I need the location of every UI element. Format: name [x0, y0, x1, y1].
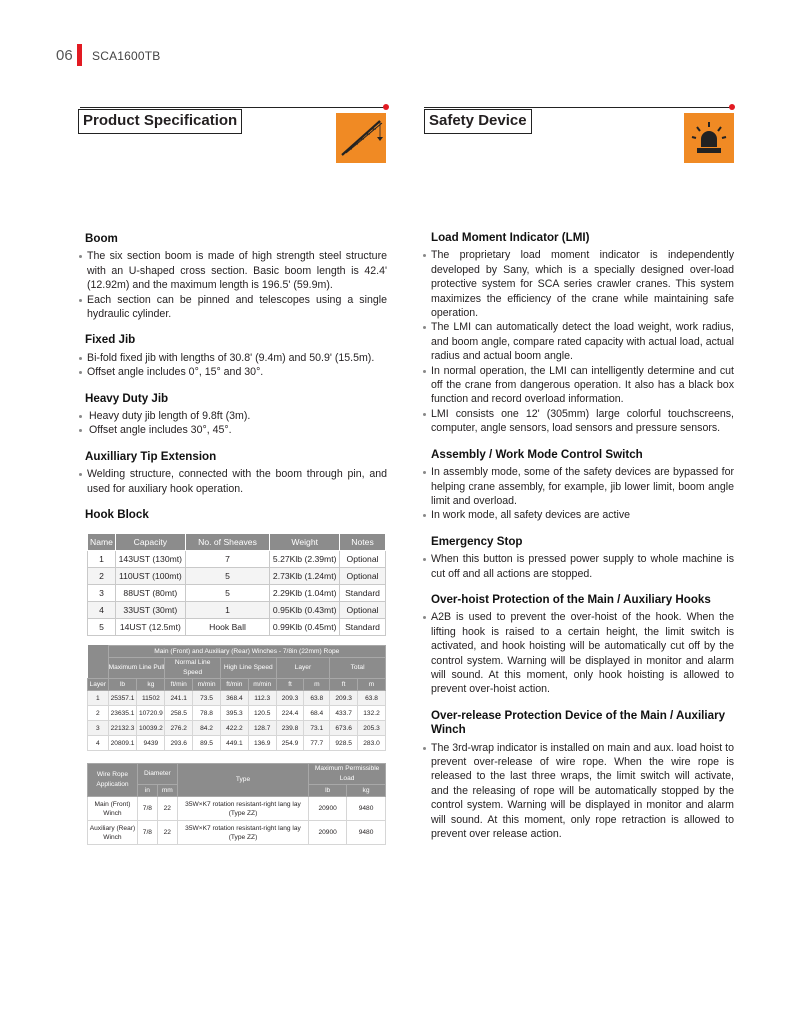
header-accent-bar: [77, 44, 82, 66]
table-cell: 433.7: [330, 706, 358, 721]
table-cell: 88UST (80mt): [115, 585, 185, 602]
table-cell: 63.8: [304, 691, 330, 706]
column-header: Normal Line Speed: [165, 658, 221, 679]
table-cell: 205.3: [358, 721, 386, 736]
table-cell: Auxiliary (Rear) Winch: [88, 821, 138, 845]
table-cell: 673.6: [330, 721, 358, 736]
table-cell: 22: [157, 821, 177, 845]
column-header: Name: [88, 534, 116, 551]
heavy-duty-jib-heading: Heavy Duty Jib: [85, 391, 169, 405]
table-row: [88, 797, 386, 821]
table-cell: Main (Front) Winch: [88, 797, 138, 821]
table-cell: 9480: [347, 821, 386, 845]
aux-tip-bullet: Welding structure, connected with the boom through pin, and used for auxiliary hook operation.: [77, 467, 387, 496]
unit-header: kg: [347, 785, 386, 797]
heavy-duty-jib-bullet: Heavy duty jib length of 9.8ft (3m).: [77, 409, 387, 423]
table-cell: 9480: [347, 797, 386, 821]
table-cell: 20900: [309, 797, 347, 821]
table-cell: 120.5: [248, 706, 276, 721]
table-cell: 132.2: [358, 706, 386, 721]
unit-header: lb: [309, 785, 347, 797]
table-cell: 2.29Klb (1.04mt): [270, 585, 340, 602]
table-row: [88, 619, 386, 636]
table-cell: 35W×K7 rotation resistant-right lang lay (Type ZZ): [177, 821, 308, 845]
table-cell: 7/8: [137, 797, 157, 821]
table-row: [88, 568, 386, 585]
emergency-stop-heading: Emergency Stop: [431, 534, 523, 548]
table-cell: 395.3: [220, 706, 248, 721]
column-header: Layer: [276, 658, 330, 679]
table-cell: 63.8: [358, 691, 386, 706]
left-section-title: Product Specification: [78, 109, 242, 134]
lmi-bullet: The proprietary load moment indicator is independently developed by Sany, which is a specially designed over-load protective system for SCA series crawler cranes. This system maximizes the efficiency of the crane while maintaining safe operation.: [421, 248, 734, 320]
table-cell: 89.5: [193, 736, 221, 751]
table-cell: Optional: [340, 602, 386, 619]
winch-table: [87, 645, 386, 751]
table-cell: 20900: [309, 821, 347, 845]
lmi-bullet: LMI consists one 12' (305mm) large colorful touchscreens, computer, angle sensors, load sensors and pressure sensors.: [421, 407, 734, 436]
table-cell: 136.9: [248, 736, 276, 751]
table-cell: 2: [88, 706, 109, 721]
boom-bullet: Each section can be pinned and telescopes using a single hydraulic cylinder.: [77, 293, 387, 322]
table-cell: 1: [88, 691, 109, 706]
table-cell: 10720.9: [137, 706, 165, 721]
table-cell: 7/8: [137, 821, 157, 845]
unit-header: m: [304, 679, 330, 691]
hook-block-table: [87, 533, 386, 636]
table-cell: 33UST (30mt): [115, 602, 185, 619]
table-row: [88, 821, 386, 845]
table-cell: 0.95Klb (0.43mt): [270, 602, 340, 619]
table-cell: 4: [88, 736, 109, 751]
assembly-mode-bullet: In assembly mode, some of the safety devices are bypassed for helping crane assembly, for example, jib lower limit, boom angle limit and overload.: [421, 465, 734, 508]
table-cell: 2.73Klb (1.24mt): [270, 568, 340, 585]
page-number: 06: [56, 47, 73, 64]
unit-header: m/min: [248, 679, 276, 691]
table-cell: Optional: [340, 551, 386, 568]
table-cell: 112.3: [248, 691, 276, 706]
lmi-bullet: The LMI can automatically detect the load weight, work radius, and boom angle, compare rated capacity with actual load, actual radius and actual boom angle.: [421, 320, 734, 363]
assembly-mode-heading: Assembly / Work Mode Control Switch: [431, 447, 643, 461]
table-cell: 3: [88, 585, 116, 602]
table-cell: 73.5: [193, 691, 221, 706]
winch-table-title: Main (Front) and Auxiliary (Rear) Winches - 7/8in (22mm) Rope: [108, 646, 385, 658]
over-hoist-bullet: A2B is used to prevent the over-hoist of the hook. When the lifting hook is raised to a certain height, the limit switch is activated, and hook hoisting will be automatically cut off by the control system. Warning will be displayed in monitor and alarm will sound. At this moment, only hook hoisting is allowed to prevent over-hoist action.: [421, 610, 734, 696]
table-row: [88, 602, 386, 619]
hook-block-heading: Hook Block: [85, 508, 149, 522]
column-header: Wire Rope Application: [88, 764, 138, 797]
table-cell: 5: [185, 568, 270, 585]
table-cell: Hook Ball: [185, 619, 270, 636]
table-cell: 254.9: [276, 736, 304, 751]
emergency-stop-bullet: When this button is pressed power supply to whole machine is cut off and all actions are stopped.: [421, 552, 734, 581]
table-cell: 1: [88, 551, 116, 568]
left-column: [77, 232, 387, 526]
table-cell: 7: [185, 551, 270, 568]
column-header: Type: [177, 764, 308, 797]
aux-tip-heading: Auxilliary Tip Extension: [85, 449, 217, 463]
table-cell: 1: [185, 602, 270, 619]
table-cell: 293.6: [165, 736, 193, 751]
crane-boom-icon: [336, 113, 386, 163]
table-cell: 143UST (130mt): [115, 551, 185, 568]
table-cell: 23635.1: [108, 706, 137, 721]
table-cell: 25357.1: [108, 691, 137, 706]
table-cell: 110UST (100mt): [115, 568, 185, 585]
table-header-row: [88, 534, 386, 551]
unit-header: ft/min: [220, 679, 248, 691]
table-row: [88, 706, 386, 721]
table-cell: 449.1: [220, 736, 248, 751]
right-column: [421, 231, 734, 841]
table-cell: 422.2: [220, 721, 248, 736]
column-header: Weight: [270, 534, 340, 551]
table-cell: 2: [88, 568, 116, 585]
table-row: [88, 736, 386, 751]
column-header: Notes: [340, 534, 386, 551]
assembly-mode-bullet: In work mode, all safety devices are active: [421, 508, 734, 522]
table-cell: 35W×K7 rotation resistant-right lang lay (Type ZZ): [177, 797, 308, 821]
table-cell: Standard: [340, 619, 386, 636]
table-cell: 241.1: [165, 691, 193, 706]
column-header: Maximum Line Pull: [108, 658, 165, 679]
table-cell: 5: [88, 619, 116, 636]
table-cell: 3: [88, 721, 109, 736]
table-cell: 77.7: [304, 736, 330, 751]
column-header: No. of Sheaves: [185, 534, 270, 551]
table-cell: 128.7: [248, 721, 276, 736]
rule-dot: [729, 104, 735, 110]
table-cell: 5.27Klb (2.39mt): [270, 551, 340, 568]
table-cell: 368.4: [220, 691, 248, 706]
unit-header: in: [137, 785, 157, 797]
model-name: SCA1600TB: [92, 49, 161, 63]
table-row: [88, 691, 386, 706]
table-cell: 14UST (12.5mt): [115, 619, 185, 636]
lmi-heading: Load Moment Indicator (LMI): [431, 231, 590, 244]
table-cell: 209.3: [276, 691, 304, 706]
unit-header: m/min: [193, 679, 221, 691]
table-cell: 84.2: [193, 721, 221, 736]
fixed-jib-heading: Fixed Jib: [85, 333, 136, 347]
unit-header: lb: [108, 679, 137, 691]
lmi-bullet: In normal operation, the LMI can intelligently determine and cut off the crane from dangerous operation. It also has a black box function and record overload information.: [421, 364, 734, 407]
table-cell: Optional: [340, 568, 386, 585]
table-cell: 73.1: [304, 721, 330, 736]
table-cell: Standard: [340, 585, 386, 602]
boom-bullet: The six section boom is made of high strength steel structure with an U-shaped cross section. Basic boom length is 42.4' (12.92m) and the maximum length is 196.5' (59.9m).: [77, 249, 387, 292]
over-hoist-heading: Over-hoist Protection of the Main / Auxiliary Hooks: [431, 592, 711, 606]
table-cell: 22: [157, 797, 177, 821]
table-cell: 209.3: [330, 691, 358, 706]
column-header: Maximum Permissible Load: [309, 764, 386, 785]
table-cell: 258.5: [165, 706, 193, 721]
table-cell: 10039.2: [137, 721, 165, 736]
column-header: Diameter: [137, 764, 177, 785]
table-cell: 4: [88, 602, 116, 619]
table-cell: 20809.1: [108, 736, 137, 751]
boom-heading: Boom: [85, 232, 118, 245]
beacon-light-icon: [684, 113, 734, 163]
wire-rope-table: [87, 763, 386, 845]
over-release-heading: Over-release Protection Device of the Main / Auxiliary Winch: [431, 708, 726, 737]
fixed-jib-bullet: Bi-fold fixed jib with lengths of 30.8' (9.4m) and 50.9' (15.5m).: [77, 351, 387, 365]
column-header: High Line Speed: [220, 658, 276, 679]
fixed-jib-bullet: Offset angle includes 0°, 15° and 30°.: [77, 365, 387, 379]
right-section-title: Safety Device: [424, 109, 532, 134]
table-cell: 0.99Klb (0.45mt): [270, 619, 340, 636]
table-cell: 928.5: [330, 736, 358, 751]
heavy-duty-jib-bullet: Offset angle includes 30°, 45°.: [77, 423, 387, 437]
unit-header: ft: [330, 679, 358, 691]
table-cell: 283.0: [358, 736, 386, 751]
table-cell: 224.4: [276, 706, 304, 721]
rule-dot: [383, 104, 389, 110]
column-header: Layer: [88, 679, 109, 691]
table-cell: 68.4: [304, 706, 330, 721]
table-row: [88, 551, 386, 568]
column-header: Total: [330, 658, 386, 679]
column-header: Capacity: [115, 534, 185, 551]
table-cell: 239.8: [276, 721, 304, 736]
over-release-bullet: The 3rd-wrap indicator is installed on main and aux. load hoist to prevent over-release of wire rope. When the wire rope is released to the last three wraps, the limit switch will activate, and the releasing of rope will be automatically stopped by the control system. Warning will be displayed in monitor and alarm will sound. At this moment, only rope retraction is allowed to prevent over release action.: [421, 741, 734, 842]
table-row: [88, 585, 386, 602]
table-cell: 5: [185, 585, 270, 602]
unit-header: ft: [276, 679, 304, 691]
unit-header: mm: [157, 785, 177, 797]
table-cell: 78.8: [193, 706, 221, 721]
table-row: [88, 721, 386, 736]
unit-header: ft/min: [165, 679, 193, 691]
table-cell: 22132.3: [108, 721, 137, 736]
table-cell: 9439: [137, 736, 165, 751]
unit-header: m: [358, 679, 386, 691]
table-cell: 11502: [137, 691, 165, 706]
unit-header: kg: [137, 679, 165, 691]
table-cell: 276.2: [165, 721, 193, 736]
